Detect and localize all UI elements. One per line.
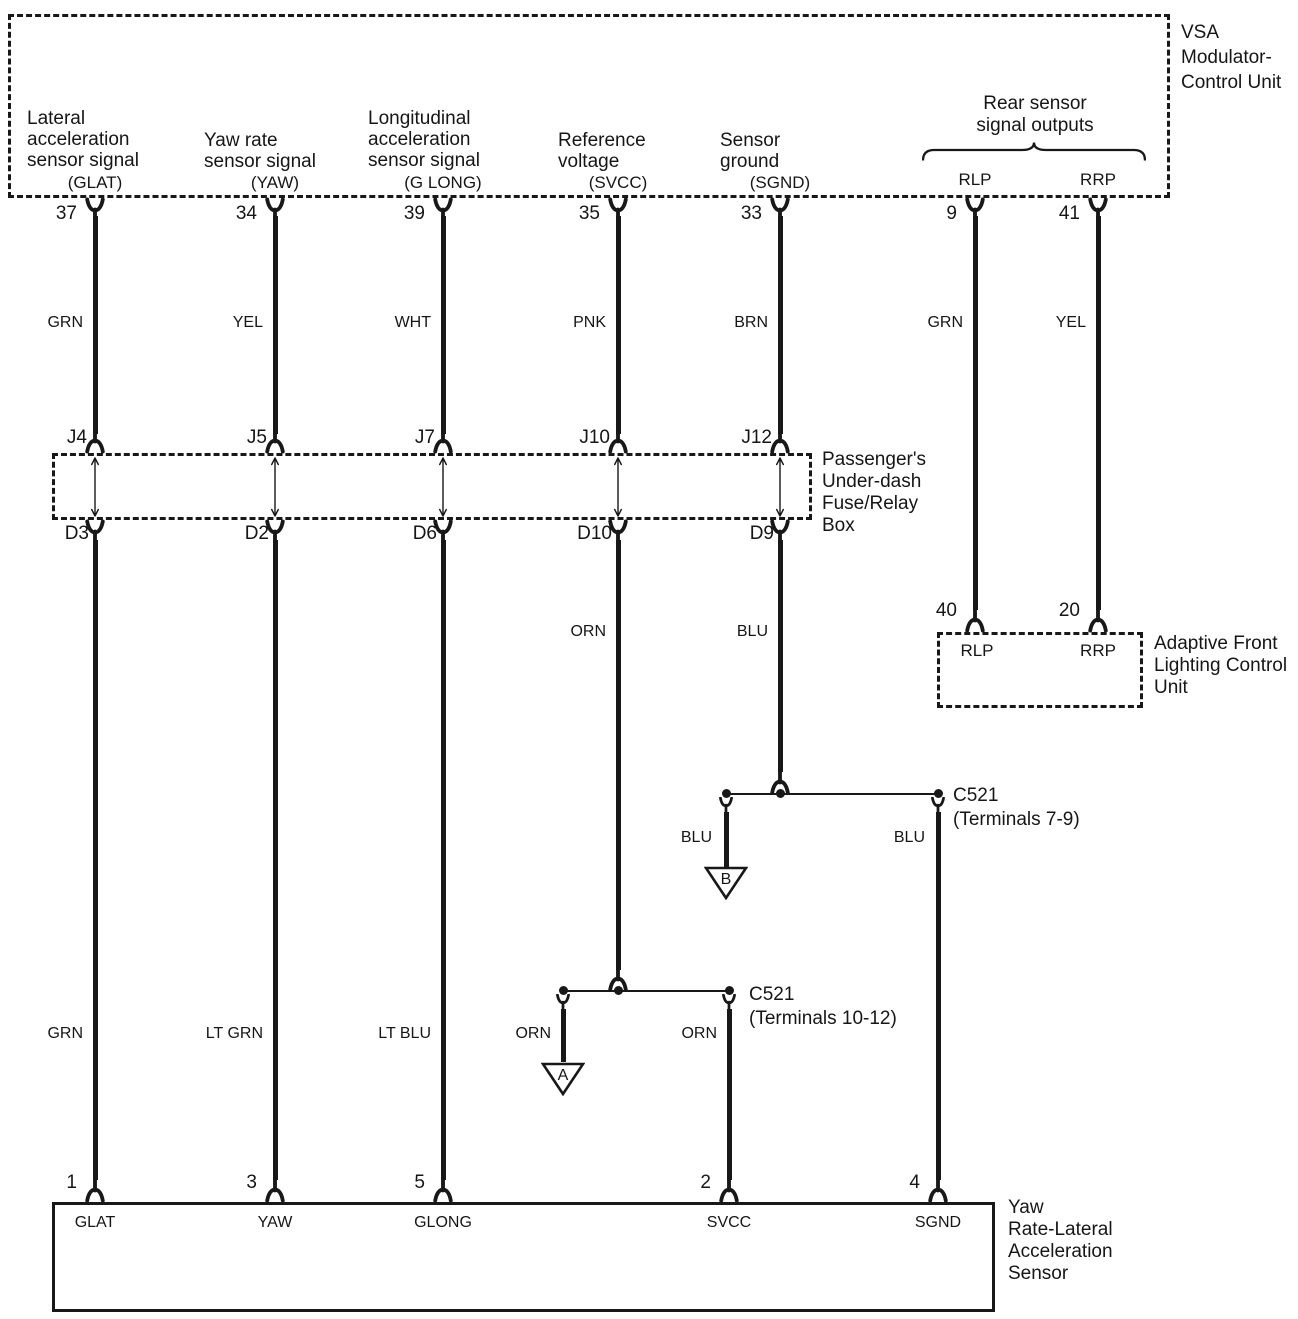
pin-number: 5 xyxy=(414,1172,425,1193)
wire-svcc-sensor-branch xyxy=(727,1009,732,1180)
vsa-title-line: Modulator- xyxy=(1181,47,1272,68)
junction-dot xyxy=(614,986,623,995)
pin-number: 34 xyxy=(235,203,257,224)
fuse-connector-label: J4 xyxy=(66,427,87,448)
pin-number: 33 xyxy=(740,203,762,224)
wire-color-label: GRN xyxy=(47,1025,83,1042)
pin-number: 41 xyxy=(1058,203,1080,224)
wire-color-label: LT BLU xyxy=(378,1025,431,1042)
vsa-unit-label xyxy=(1181,20,1281,95)
wire-color-label: YEL xyxy=(232,314,263,331)
sensor-pin-label: SGND xyxy=(914,1214,962,1231)
wire-sgnd-lower xyxy=(778,540,783,772)
pass-through-arrow-icon xyxy=(612,456,624,518)
sensor-pin-label: GLONG xyxy=(414,1214,472,1231)
connector-terminals: (Terminals 10-12) xyxy=(749,1008,897,1029)
connector-fork-icon xyxy=(964,607,986,633)
connector-fork-icon xyxy=(432,428,454,454)
wire-color-label: BLU xyxy=(680,829,712,846)
fuse-connector-label: J10 xyxy=(579,427,610,448)
wire-glat-lower xyxy=(93,540,98,1180)
wire-yaw-upper xyxy=(273,216,278,434)
wire-svcc-lower xyxy=(616,540,621,970)
signal-label-glong: Longitudinal acceleration sensor signal xyxy=(368,108,480,171)
connector-fork-icon xyxy=(769,428,791,454)
wire-sgnd-upper xyxy=(778,216,783,434)
wire-color-label: LT GRN xyxy=(205,1025,263,1042)
signal-sublabel: (YAW) xyxy=(250,173,300,192)
pin-number: 4 xyxy=(909,1172,920,1193)
pin-number: 39 xyxy=(403,203,425,224)
connector-terminals: (Terminals 7-9) xyxy=(953,809,1080,830)
pin-number: 3 xyxy=(246,1172,257,1193)
connector-fork-icon xyxy=(84,428,106,454)
fuse-connector-label: D6 xyxy=(412,523,437,544)
wire-svcc-upper xyxy=(616,216,621,434)
pin-number: 1 xyxy=(66,1172,77,1193)
signal-sublabel: (SGND) xyxy=(749,173,811,192)
vsa-title-line: Control Unit xyxy=(1181,72,1282,93)
connector-fork-icon xyxy=(84,1177,106,1203)
connector-name: C521 xyxy=(749,984,795,1005)
signal-sublabel: (G LONG) xyxy=(404,173,482,192)
signal-label-svcc: Reference voltage xyxy=(558,130,646,172)
yaw-rate-sensor-box xyxy=(52,1202,995,1312)
connector-fork-icon xyxy=(264,1177,286,1203)
fuse-connector-label: D10 xyxy=(577,523,612,544)
rear-output-label: RRP xyxy=(1080,170,1116,189)
wire-color-label: GRN xyxy=(927,314,963,331)
pin-number: 9 xyxy=(946,203,957,224)
wire-color-label: BRN xyxy=(734,314,768,331)
wire-color-label: ORN xyxy=(681,1025,717,1042)
sensor-unit-label: Yaw Rate-Lateral Acceleration Sensor xyxy=(1008,1197,1113,1284)
signal-sublabel: (SVCC) xyxy=(588,173,648,192)
ground-id: A xyxy=(557,1067,569,1084)
afl-pin-label: RRP xyxy=(1080,641,1116,660)
signal-sublabel: (GLAT) xyxy=(67,173,123,192)
wire-rrp xyxy=(1096,216,1101,610)
fuse-connector-label: D3 xyxy=(64,523,89,544)
sensor-pin-label: SVCC xyxy=(706,1214,752,1231)
wire-color-label: BLU xyxy=(736,623,768,640)
connector-fork-icon xyxy=(1087,607,1109,633)
afl-pin-label: RLP xyxy=(960,641,994,660)
fuse-connector-label: J5 xyxy=(246,427,267,448)
pass-through-arrow-icon xyxy=(89,456,101,518)
wire-sgnd-ground-branch xyxy=(724,812,729,867)
pin-number: 37 xyxy=(55,203,77,224)
wire-color-label: ORN xyxy=(515,1025,551,1042)
pin-number: 2 xyxy=(700,1172,711,1193)
vsa-title-line: VSA xyxy=(1181,22,1220,43)
fuse-connector-label: J12 xyxy=(741,427,772,448)
fuse-connector-label: D9 xyxy=(749,523,774,544)
fuse-connector-label: J7 xyxy=(414,427,435,448)
signal-label-yaw: Yaw rate sensor signal xyxy=(204,130,316,172)
sensor-pin-label: GLAT xyxy=(74,1214,116,1231)
pass-through-arrow-icon xyxy=(269,456,281,518)
signal-label-glat: Lateral acceleration sensor signal xyxy=(27,108,139,171)
brace-icon xyxy=(922,142,1146,161)
pass-through-arrow-icon xyxy=(774,456,786,518)
junction-dot xyxy=(776,789,785,798)
fuse-connector-label: D2 xyxy=(244,523,269,544)
connector-fork-icon xyxy=(264,428,286,454)
pin-number: 35 xyxy=(578,203,600,224)
under-dash-fuse-relay-box xyxy=(52,453,812,520)
pass-through-arrow-icon xyxy=(437,456,449,518)
wire-color-label: WHT xyxy=(394,314,431,331)
signal-label-sgnd: Sensor ground xyxy=(720,130,781,172)
wire-color-label: GRN xyxy=(47,314,83,331)
junction-line xyxy=(563,990,731,992)
connector-fork-icon xyxy=(607,428,629,454)
junction-line xyxy=(726,793,938,795)
connector-fork-icon xyxy=(927,1177,949,1203)
wire-glong-upper xyxy=(441,216,446,434)
connector-fork-icon xyxy=(432,1177,454,1203)
ground-id: B xyxy=(720,871,732,888)
wire-svcc-ground-branch xyxy=(561,1009,566,1062)
rear-sensor-group-label: Rear sensor signal outputs xyxy=(976,93,1094,136)
fuse-box-label: Passenger's Under-dash Fuse/Relay Box xyxy=(822,449,926,536)
rear-output-label: RLP xyxy=(958,170,992,189)
pin-number: 20 xyxy=(1058,600,1080,621)
wire-yaw-lower xyxy=(273,540,278,1180)
connector-name: C521 xyxy=(953,785,999,806)
wire-rlp xyxy=(973,216,978,610)
wire-color-label: BLU xyxy=(893,829,925,846)
wire-color-label: PNK xyxy=(573,314,606,331)
pin-number: 40 xyxy=(935,600,957,621)
wire-color-label: ORN xyxy=(570,623,606,640)
sensor-pin-label: YAW xyxy=(257,1214,293,1231)
connector-fork-icon xyxy=(718,1177,740,1203)
afl-unit-label: Adaptive Front Lighting Control Unit xyxy=(1154,633,1288,698)
wire-glat-upper xyxy=(93,216,98,434)
wire-color-label: YEL xyxy=(1055,314,1086,331)
wire-sgnd-sensor-branch xyxy=(936,812,941,1180)
wire-glong-lower xyxy=(441,540,446,1180)
